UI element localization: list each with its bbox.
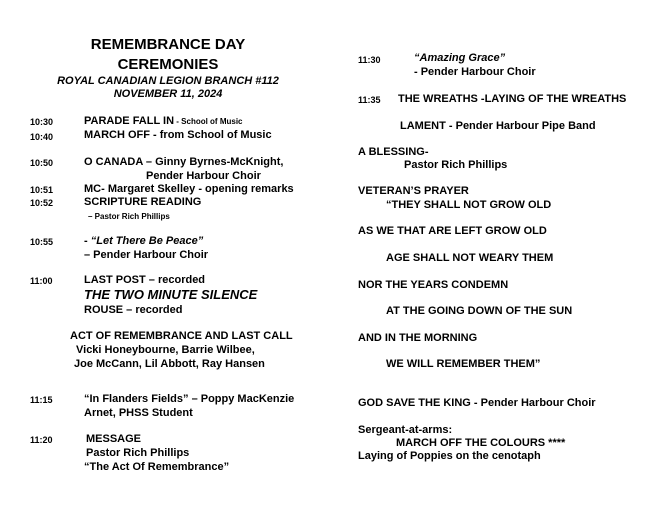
prayer-line-1: “THEY SHALL NOT GROW OLD xyxy=(386,199,552,211)
veterans-prayer-heading: VETERAN’S PRAYER xyxy=(358,185,469,197)
item-parade-note: - School of Music xyxy=(174,117,243,126)
item-lament: LAMENT - Pender Harbour Pipe Band xyxy=(400,120,596,132)
prayer-line-5: AT THE GOING DOWN OF THE SUN xyxy=(386,305,573,317)
time-1030: 10:30 xyxy=(30,117,54,127)
item-parade-title: PARADE FALL IN xyxy=(84,115,175,127)
laying-of-poppies: Laying of Poppies on the cenotaph xyxy=(358,450,541,462)
item-let-there-be-peace xyxy=(84,235,203,248)
item-rouse: ROUSE – recorded xyxy=(84,304,183,316)
item-in-flanders-fields: “In Flanders Fields” – Poppy MacKenzie xyxy=(84,393,295,405)
act-names-line1: Vicki Honeybourne, Barrie Wilbee, xyxy=(76,344,255,356)
item-two-minute-silence: THE TWO MINUTE SILENCE xyxy=(84,287,258,302)
time-1051: 10:51 xyxy=(30,185,54,195)
sergeant-at-arms-heading: Sergeant-at-arms: xyxy=(358,424,453,436)
time-1100: 11:00 xyxy=(30,276,53,286)
item-message-title: “The Act Of Remembrance” xyxy=(84,461,230,473)
program-title-line2: CEREMONIES xyxy=(117,56,219,73)
time-1055: 10:55 xyxy=(30,237,54,247)
item-peace-song: “Let There Be Peace” xyxy=(90,235,204,247)
item-peace-choir: – Pender Harbour Choir xyxy=(84,249,209,261)
prayer-line-2: AS WE THAT ARE LEFT GROW OLD xyxy=(358,225,547,237)
event-date: NOVEMBER 11, 2024 xyxy=(113,88,223,100)
time-1130: 11:30 xyxy=(358,55,381,65)
time-1120: 11:20 xyxy=(30,435,53,445)
item-amazing-grace-choir: - Pender Harbour Choir xyxy=(414,66,536,78)
prayer-line-3: AGE SHALL NOT WEARY THEM xyxy=(386,252,554,264)
item-peace-dash: - xyxy=(84,235,91,247)
time-1050: 10:50 xyxy=(30,158,54,168)
item-flanders-reader: Arnet, PHSS Student xyxy=(84,407,193,419)
time-1040: 10:40 xyxy=(30,132,54,142)
item-scripture-reading: SCRIPTURE READING xyxy=(84,196,202,208)
god-save-the-king: GOD SAVE THE KING - Pender Harbour Choir xyxy=(358,397,596,409)
item-o-canada: O CANADA – Ginny Byrnes-McKnight, xyxy=(84,156,284,168)
time-1115: 11:15 xyxy=(30,395,53,405)
item-march-off: MARCH OFF - from School of Music xyxy=(84,129,272,141)
item-last-post: LAST POST – recorded xyxy=(84,274,206,286)
item-parade-fall-in xyxy=(84,115,243,128)
prayer-line-4: NOR THE YEARS CONDEMN xyxy=(358,279,509,291)
act-names-line2: Joe McCann, Lil Abbott, Ray Hansen xyxy=(74,358,265,370)
item-mc-remarks: MC- Margaret Skelley - opening remarks xyxy=(84,183,294,195)
act-of-remembrance-heading: ACT OF REMEMBRANCE AND LAST CALL xyxy=(70,330,293,342)
time-1052: 10:52 xyxy=(30,198,54,208)
march-off-colours: MARCH OFF THE COLOURS **** xyxy=(396,437,566,449)
item-wreaths: THE WREATHS -LAYING OF THE WREATHS xyxy=(398,93,627,105)
item-scripture-reader: – Pastor Rich Phillips xyxy=(88,212,170,221)
item-message-speaker: Pastor Rich Phillips xyxy=(86,447,190,459)
prayer-line-6: AND IN THE MORNING xyxy=(358,332,478,344)
blessing-heading: A BLESSING- xyxy=(358,146,429,158)
blessing-pastor: Pastor Rich Phillips xyxy=(404,159,508,171)
time-1135: 11:35 xyxy=(358,95,381,105)
program-title-line1: REMEMBRANCE DAY xyxy=(90,36,246,53)
item-message: MESSAGE xyxy=(86,433,142,445)
item-o-canada-choir: Pender Harbour Choir xyxy=(146,170,261,182)
prayer-line-7: WE WILL REMEMBER THEM” xyxy=(386,358,541,370)
legion-branch: ROYAL CANADIAN LEGION BRANCH #112 xyxy=(57,75,279,87)
item-amazing-grace: “Amazing Grace” xyxy=(414,52,506,64)
